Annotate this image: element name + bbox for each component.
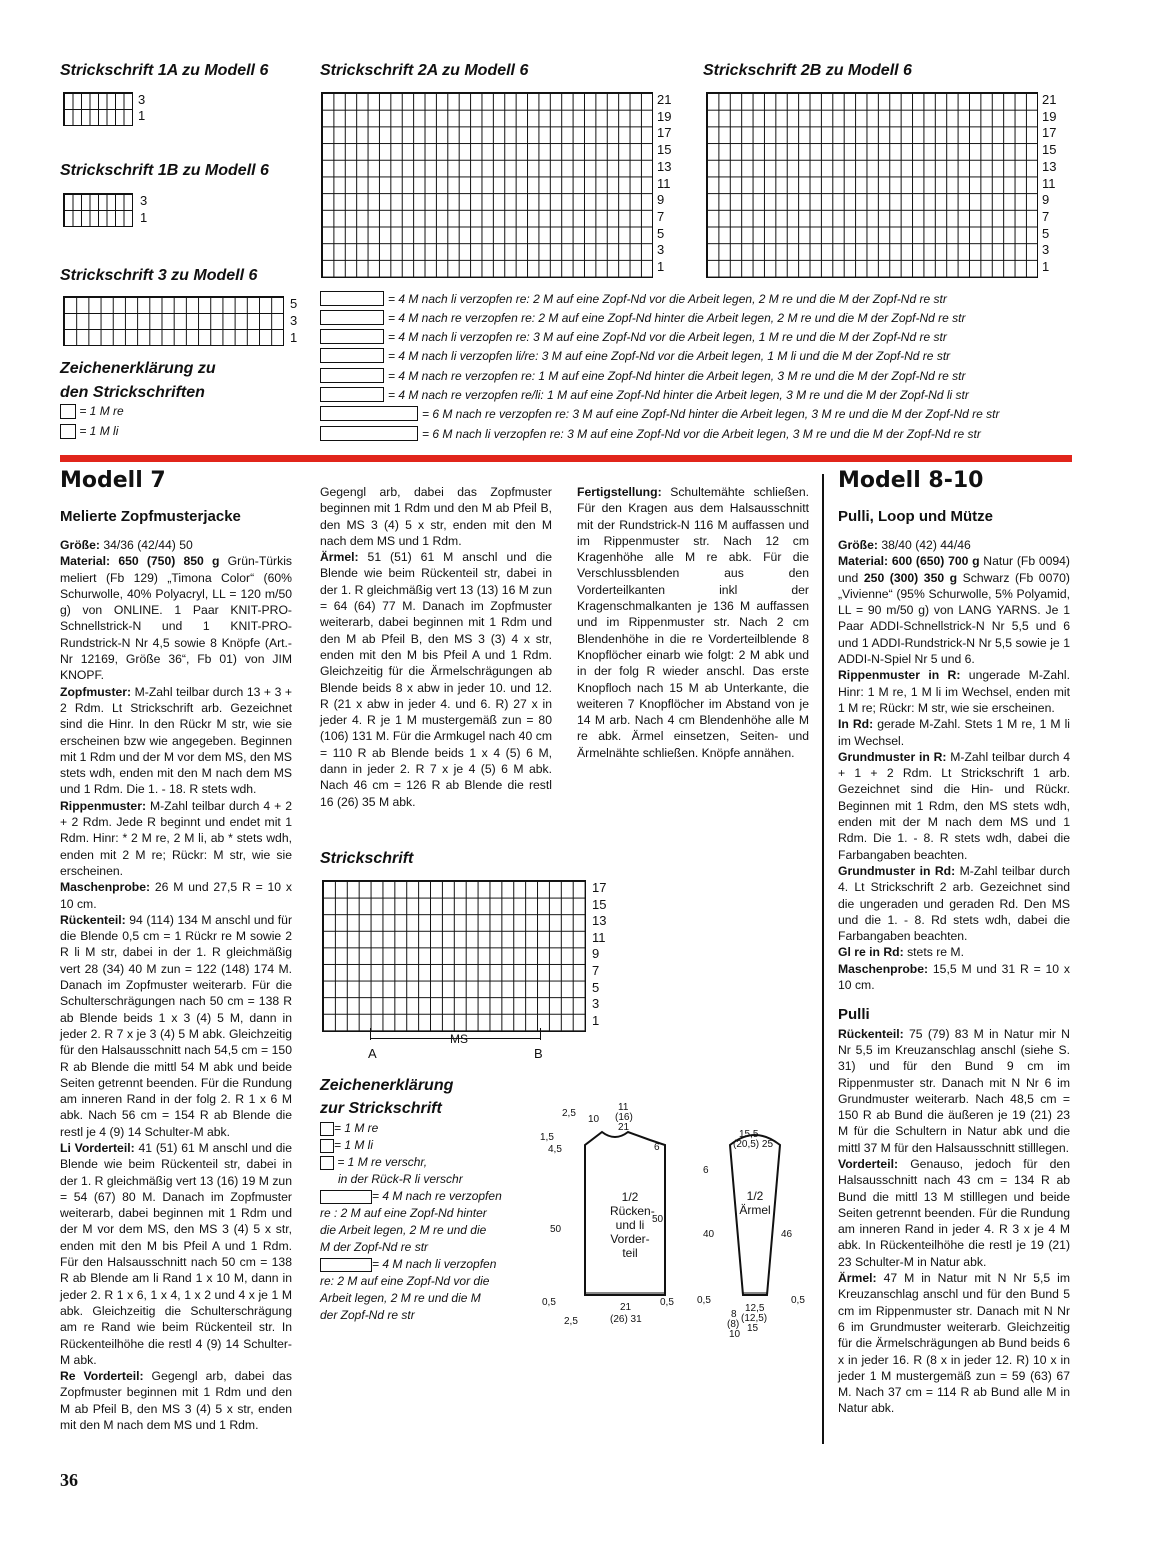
chart-row-number: 17 bbox=[1042, 125, 1057, 141]
section-divider bbox=[60, 455, 1072, 462]
cable-symbol-icon bbox=[320, 329, 384, 344]
chart-1a-row: 3 bbox=[138, 92, 146, 107]
legend-row: = 6 M nach re verzopfen re: 3 M auf eine Zopf-Nd hinter die Arbeit legen, 3 M re und die M der Zopf-Nd re str bbox=[320, 406, 1000, 424]
chart-row-number: 5 bbox=[1042, 225, 1050, 241]
chart-1a-grid bbox=[63, 92, 133, 126]
dim: 10 bbox=[729, 1329, 741, 1340]
chart-row-number: 19 bbox=[1042, 108, 1057, 124]
model810-title: Modell 8-10 bbox=[838, 468, 984, 493]
chart-2b-grid bbox=[706, 92, 1038, 278]
chart-3-row: 1 bbox=[290, 330, 298, 345]
page-number: 36 bbox=[60, 1470, 78, 1490]
dim: 0,5 bbox=[660, 1297, 674, 1308]
chart-7-label-b: B bbox=[534, 1046, 543, 1061]
dim: 0,5 bbox=[697, 1295, 711, 1306]
chart-row-number: 11 bbox=[1042, 175, 1056, 191]
model7-col3: Fertigstellung: Schultemähte schließen. Für den Kragen aus dem Halsausschnitt mit der Rundstrick-N 116 M auffassen und im Rippenmuster str. Nach 12 cm Kragenhöhe alle M re abk. Für die Verschlussblenden aus den Vorderteilkanten inkl der Kragenschmalkanten je 136 M auffassen und im Rippenmuster str. Nach 2 cm Blendenhöhe in die re Vorderteilblende 8 Knopflöcher einarb wie folgt: 2 M abk und in der folg R wieder anschl. Das erste Knopfloch nach 15 M ab Unterkante, die weiteren 7 Knopflöcher im Abstand von je 14 M arb. Nach 4 cm Blendenhöhe alle M re abk. Ärmel einsetzen, Seiten- und Ärmelnähte schließen. Knöpfe annähen. bbox=[577, 485, 809, 760]
cable-symbol-icon bbox=[320, 310, 384, 325]
legend-top-title: den Strickschriften bbox=[60, 384, 205, 401]
dim: 2,5 bbox=[564, 1316, 578, 1327]
chart-row-number: 11 bbox=[657, 175, 671, 191]
chart-7-label-a: A bbox=[368, 1046, 377, 1061]
chart-row-number: 3 bbox=[592, 996, 600, 1012]
model7-col2: Gegengl arb, dabei das Zopfmuster beginnen mit 1 Rdm und den M ab Pfeil B, den MS 3 (4) 5 x str, enden mit den M nach dem MS und 1 Rdm. Ärmel: 51 (51) 61 M anschl und die Blende wie beim Rückenteil str, dabei in der 1. R gleichmäßig vert 13 (13) 16 M zun = 64 (64) 77 M. Danach im Zopfmuster weiterarb, dabei beginnen mit 1 Rdm und den M ab Pfeil B, den MS 3 (3) 4 x str, enden mit den M bis Pfeil A und 1 Rdm. Gleichzeitig für die Ärmelschrägungen ab Blende beids 8 x abw in jeder 10. und 12. R (21 x abw in jeder 4. und 6. R) 27 x in jeder 4. R je 1 M mustergemäß zun = 80 (106) 131 M. Für die Armkugel nach 40 cm = 110 R ab Blende beids 1 x 4 (5) 6 M, dann in jeder 2. R 7 x je 4 (5) 6 M abk. Nach 46 cm = 126 R ab Blende die restl 16 (26) 35 M abk. bbox=[320, 485, 552, 809]
model810-subtitle: Pulli, Loop und Mütze bbox=[838, 508, 993, 525]
chart-1b-title: Strickschrift 1B zu Modell 6 bbox=[60, 162, 269, 179]
dim: 0,5 bbox=[542, 1297, 556, 1308]
chart-7-label-ms: MS bbox=[450, 1032, 468, 1046]
dim: 11 bbox=[618, 1102, 629, 1113]
cable-symbol-icon bbox=[320, 291, 384, 306]
chart-row-number: 17 bbox=[657, 125, 672, 141]
knit-right-symbol-icon bbox=[60, 404, 76, 419]
chart-row-number: 1 bbox=[592, 1012, 600, 1028]
legend-7-title: Zeichenerklärung bbox=[320, 1077, 454, 1094]
legend-row: = 4 M nach li verzopfen re: 2 M auf eine Zopf-Nd vor die Arbeit legen, 2 M re und die M der Zopf-Nd re str bbox=[320, 291, 947, 309]
chart-row-number: 11 bbox=[592, 929, 606, 945]
chart-2a-title: Strickschrift 2A zu Modell 6 bbox=[320, 62, 529, 79]
chart-row-number: 13 bbox=[657, 158, 672, 174]
dim: 15 bbox=[747, 1323, 759, 1334]
chart-row-number: 13 bbox=[1042, 158, 1057, 174]
chart-row-number: 15 bbox=[592, 896, 607, 912]
chart-row-number: 5 bbox=[592, 979, 600, 995]
chart-row-number: 15 bbox=[1042, 142, 1057, 158]
chart-row-number: 1 bbox=[657, 259, 665, 274]
dim: 6 bbox=[654, 1142, 660, 1153]
twisted-stitch-icon bbox=[320, 1156, 334, 1170]
schematic-body-label: 1/2 Rücken- und li Vorder- teil bbox=[610, 1190, 655, 1260]
chart-2a-grid bbox=[321, 92, 653, 278]
chart-row-number: 19 bbox=[657, 108, 672, 124]
legend-7-title: zur Strickschrift bbox=[320, 1100, 442, 1117]
chart-row-number: 7 bbox=[1042, 208, 1050, 224]
dim: (8) bbox=[727, 1319, 740, 1330]
dim: 0,5 bbox=[791, 1295, 805, 1306]
chart-row-number: 9 bbox=[592, 946, 600, 962]
chart-1b-grid bbox=[63, 193, 133, 227]
cable-symbol-icon bbox=[320, 368, 384, 383]
chart-row-number: 21 bbox=[657, 92, 672, 107]
legend-row: = 4 M nach li verzopfen re: 3 M auf eine Zopf-Nd vor die Arbeit legen, 1 M re und die M der Zopf-Nd re str bbox=[320, 329, 947, 347]
chart-row-number: 3 bbox=[1042, 242, 1050, 258]
chart-row-number: 17 bbox=[592, 880, 607, 895]
legend-row: = 4 M nach li verzopfen li/re: 3 M auf eine Zopf-Nd vor die Arbeit legen, 1 M li und die M der Zopf-Nd re str bbox=[320, 348, 950, 366]
knit-right-symbol-icon bbox=[320, 1122, 334, 1136]
schematic-body bbox=[540, 1100, 700, 1330]
chart-1b-row: 1 bbox=[140, 210, 148, 225]
schematic-sleeve-label: 1/2 Ärmel bbox=[739, 1189, 771, 1217]
model810-col: Größe: 38/40 (42) 44/46 Material: 600 (650) 700 g Natur (Fb 0094) und 250 (300) 350 g Schwarz (Fb 0070) „Vivienne“ (95% Schurwolle, 5% Polyamid, LL = 90 m/50 g) von LANG YARNS. Je 1 Paar ADDI-Schnellstrick-N Nr 5,5 und 6 und 1 ADDI-Rundstrick-N Nr 5,5 sowie je 1 ADDI-N-Spiel Nr 5 und 6. Rippenmuster in R: ungerade M-Zahl. Hinr: 1 M re, 1 M li im Wechsel, enden mit 1 M re; Rückr: M str, wie sie erscheinen. In Rd: gerade M-Zahl. Stets 1 M re, 1 M li im Wechsel. Grundmuster in R: M-Zahl teilbar durch 4 + 1 + 2 Rdm. Lt Strickschrift 1 arb. Gezeichnet sind die Hin- und Rückr. Beginnen mit 1 Rdm, den MS stets wdh, enden mit der M nach dem MS und 1 Rdm. Die 1. - 8. R stets wdh, dabei die Farbangaben beachten. Grundmuster in Rd: M-Zahl teilbar durch 4. Lt Strickschrift 2 arb. Gezeichnet sind die ungeraden und geraden Rd. Den MS und die 1. - 8. Rd stets wdh, dabei die Farbangaben beachten. Gl re in Rd: stets re M. Maschenprobe: 15,5 M und 31 R = 10 x 10 cm. Pulli Rückenteil: 75 (79) 83 M in Natur mir N Nr 5,5 im Kreuzanschlag anschl (siehe S. 31) und für den Bund 9 cm im Rippenmuster str. Danach mit N Nr 6 im Grundmuster weiterarb. Nach 48,5 cm = 150 R ab Bund die äußeren je 19 (21) 23 M für die Schultern in Natur abk und die mittl 37 M für den Halsausschnitt stilllegen. Vorderteil: Genauso, jedoch für den Halsausschnitt nach 43 cm = 134 R ab Bund die mittl 13 M stilllegen und beide Seiten getrennt beenden. Für die Rundung am inneren Rand in jeder 4. R 3 x je 4 M abk. In Rückenteilhöhe die restl je 19 (21) 23 Schulter-M in Natur abk. Ärmel: 47 M in Natur mit N Nr 5,5 im Kreuzanschlag anschl und für den Bund 5 cm im Rippenmuster str. Danach mit N Nr 6 im Grundmuster weiterarb. Gleichzeitig für die Ärmelschrägungen ab Bund beids 6 x in jeder 16. R (8 x in jeder 12. R) 10 x in jeder 1 M mustergemäß zun = 59 (63) 67 M. Nach 37 cm = 114 R ab Bund alle M in Natur abk. bbox=[838, 538, 1070, 1416]
dim: 8 bbox=[731, 1309, 737, 1320]
chart-row-number: 9 bbox=[1042, 192, 1050, 208]
legend-top-title: Zeichenerklärung zu bbox=[60, 360, 216, 377]
legend-knit-right bbox=[60, 404, 124, 419]
dim: 6 bbox=[703, 1165, 709, 1176]
dim: 2,5 bbox=[562, 1108, 576, 1119]
dim: 10 bbox=[588, 1114, 600, 1125]
dim: 15,5 bbox=[739, 1129, 759, 1140]
dim: 50 bbox=[550, 1224, 562, 1235]
chart-1a-row: 1 bbox=[138, 108, 146, 123]
cable-symbol-icon bbox=[320, 387, 384, 402]
chart-row-number: 13 bbox=[592, 913, 607, 929]
chart-1a-title: Strickschrift 1A zu Modell 6 bbox=[60, 62, 269, 79]
chart-3-row: 3 bbox=[290, 313, 298, 328]
dim: 46 bbox=[781, 1229, 793, 1240]
chart-row-number: 1 bbox=[1042, 259, 1050, 274]
legend-row: = 4 M nach re verzopfen re/li: 1 M auf eine Zopf-Nd hinter die Arbeit legen, 3 M re und die M der Zopf-Nd li str bbox=[320, 387, 969, 405]
model7-subtitle: Melierte Zopfmusterjacke bbox=[60, 508, 241, 525]
chart-3-grid bbox=[63, 296, 284, 346]
dim: (12,5) bbox=[741, 1313, 768, 1324]
chart-row-number: 21 bbox=[1042, 92, 1057, 107]
chart-row-number: 7 bbox=[657, 208, 665, 224]
legend-row: = 4 M nach re verzopfen re: 1 M auf eine Zopf-Nd hinter die Arbeit legen, 3 M re und die M der Zopf-Nd re str bbox=[320, 368, 966, 386]
legend-knit-right-label: = 1 M re bbox=[79, 404, 124, 418]
column-rule bbox=[822, 474, 824, 1444]
chart-3-title: Strickschrift 3 zu Modell 6 bbox=[60, 267, 258, 284]
legend-7-list: = 1 M re = 1 M li = 1 M re verschr, in der Rück-R li verschr = 4 M nach re verzopfen re : 2 M auf eine Zopf-Nd hinter die Arbeit legen, 2 M re und die M der Zopf-Nd re str = 4 M nach li verzopfen re: 2 M auf eine Zopf-Nd vor die Arbeit legen, 2 M re und die M der Zopf-Nd re str bbox=[320, 1121, 502, 1322]
chart-row-number: 7 bbox=[592, 963, 600, 978]
dim: 21 bbox=[620, 1302, 632, 1313]
chart-row-number: 9 bbox=[657, 192, 665, 208]
chart-3-row: 5 bbox=[290, 296, 298, 311]
legend-row: = 6 M nach li verzopfen re: 3 M auf eine Zopf-Nd vor die Arbeit legen, 3 M re und die M der Zopf-Nd re str bbox=[320, 426, 981, 444]
dim: (26) 31 bbox=[610, 1314, 642, 1325]
schematic-sleeve bbox=[695, 1125, 815, 1350]
dim: (20,5) 25 bbox=[733, 1139, 774, 1150]
chart-2b-title: Strickschrift 2B zu Modell 6 bbox=[703, 62, 912, 79]
dim: 12,5 bbox=[745, 1303, 765, 1314]
dim: 21 bbox=[618, 1122, 630, 1133]
chart-7-title: Strickschrift bbox=[320, 850, 414, 867]
knit-left-symbol-icon bbox=[60, 424, 76, 439]
chart-1b-row: 3 bbox=[140, 193, 148, 208]
dim: 4,5 bbox=[548, 1144, 562, 1155]
model7-col1: Größe: 34/36 (42/44) 50 Material: 650 (750) 850 g Grün-Türkis meliert (Fb 129) „Timona Color“ (60% Schurwolle, 40% Polyacryl, LL = 120 m/50 g) von ONLINE. 1 Paar KNIT-PRO-Schnellstrick-N und 1 KNIT-PRO-Rundstrick-N Nr 4,5 sowie 8 Knöpfe (Art.-Nr 12169, Größe 36“, Fb 01) von JIM KNOPF. Zopfmuster: M-Zahl teilbar durch 13 + 3 + 2 Rdm. Lt Strickschrift arb. Gezeichnet sind die Hinr. In den Rückr M str, wie sie erscheinen bzw wie angegeben. Beginnen mit 1 Rdm und der M vor dem MS, den MS stets wdh, enden mit den M nach dem MS und 1 Rdm. Die 1. - 18. R stets wdh. Rippenmuster: M-Zahl teilbar durch 4 + 2 + 2 Rdm. Jede R beginnt und endet mit 1 Rdm. Hinr: * 2 M re, 2 M li, ab * stets wdh, enden mit 2 M re; Rückr: M str, wie sie erscheinen. Maschenprobe: 26 M und 27,5 R = 10 x 10 cm. Rückenteil: 94 (114) 134 M anschl und für die Blende 0,5 cm = 1 Rückr re M sowie 2 R li M str, dabei in der 1. R gleichmäßig vert 28 (34) 40 M zun = 122 (148) 174 M. Danach im Zopfmuster weiterarb. Für die Schulterschrägungen nach 50 cm = 138 R ab Blende beids 1 x 3 (4) 5 M, dann in jeder 2. R 7 x je 3 (4) 5 M abk. Gleichzeitig für den Halsausschnitt nach 54,5 cm = 150 R ab Blende die mittl 54 M abk und beide Seiten getrennt beenden. Für die Rundung am inneren Rand in der folg 2. R 1 x 6 M abk. Nach 56 cm = 154 R ab Blende die restl je 4 (9) 14 Schulter-M abk. Li Vorderteil: 41 (51) 61 M anschl und die Blende wie beim Rückenteil str, dabei in der 1. R gleichmäßig vert 13 (16) 19 M zun = 54 (67) 80 M. Danach im Zopfmuster weiterarb, dabei beginnen mit 1 Rdm und der M vor dem MS, den MS 3 (4) 5 x str, enden mit den M bis Pfeil A und 1 Rdm. Für den Halsausschnitt nach 50 cm = 138 R ab Blende am li Rand 1 x 10 M, dann in jeder 2. R 1 x 6, 1 x 4, 1 x 2 und 4 x je 1 M abk. Gleichzeitig die Schulterschrägung am re Rand wie beim Rückenteil str. In Rückenteilhöhe die restl 4 (9) 14 Schulter-M abk. Re Vorderteil: Gegengl arb, dabei das Zopfmuster beginnen mit 1 Rdm und den M ab Pfeil B, den MS 3 (4) 5 x str, enden mit den M nach dem MS und 1 Rdm. bbox=[60, 538, 293, 1433]
cable-symbol-icon bbox=[320, 426, 418, 441]
dim: 1,5 bbox=[540, 1132, 554, 1143]
knit-left-symbol-icon bbox=[320, 1139, 334, 1153]
cable-right-icon bbox=[320, 1190, 372, 1204]
dim: (16) bbox=[615, 1112, 633, 1123]
legend-row: = 4 M nach re verzopfen re: 2 M auf eine Zopf-Nd hinter die Arbeit legen, 2 M re und die M der Zopf-Nd re str bbox=[320, 310, 966, 328]
dim: 50 bbox=[652, 1214, 664, 1225]
chart-7-grid bbox=[322, 880, 586, 1032]
chart-row-number: 5 bbox=[657, 225, 665, 241]
legend-knit-left bbox=[60, 424, 118, 439]
cable-symbol-icon bbox=[320, 348, 384, 363]
chart-row-number: 3 bbox=[657, 242, 665, 258]
model7-title: Modell 7 bbox=[60, 468, 166, 493]
cable-left-icon bbox=[320, 1258, 372, 1272]
dim: 40 bbox=[703, 1229, 715, 1240]
legend-knit-left-label: = 1 M li bbox=[79, 424, 119, 438]
chart-row-number: 15 bbox=[657, 142, 672, 158]
cable-symbol-icon bbox=[320, 406, 418, 421]
